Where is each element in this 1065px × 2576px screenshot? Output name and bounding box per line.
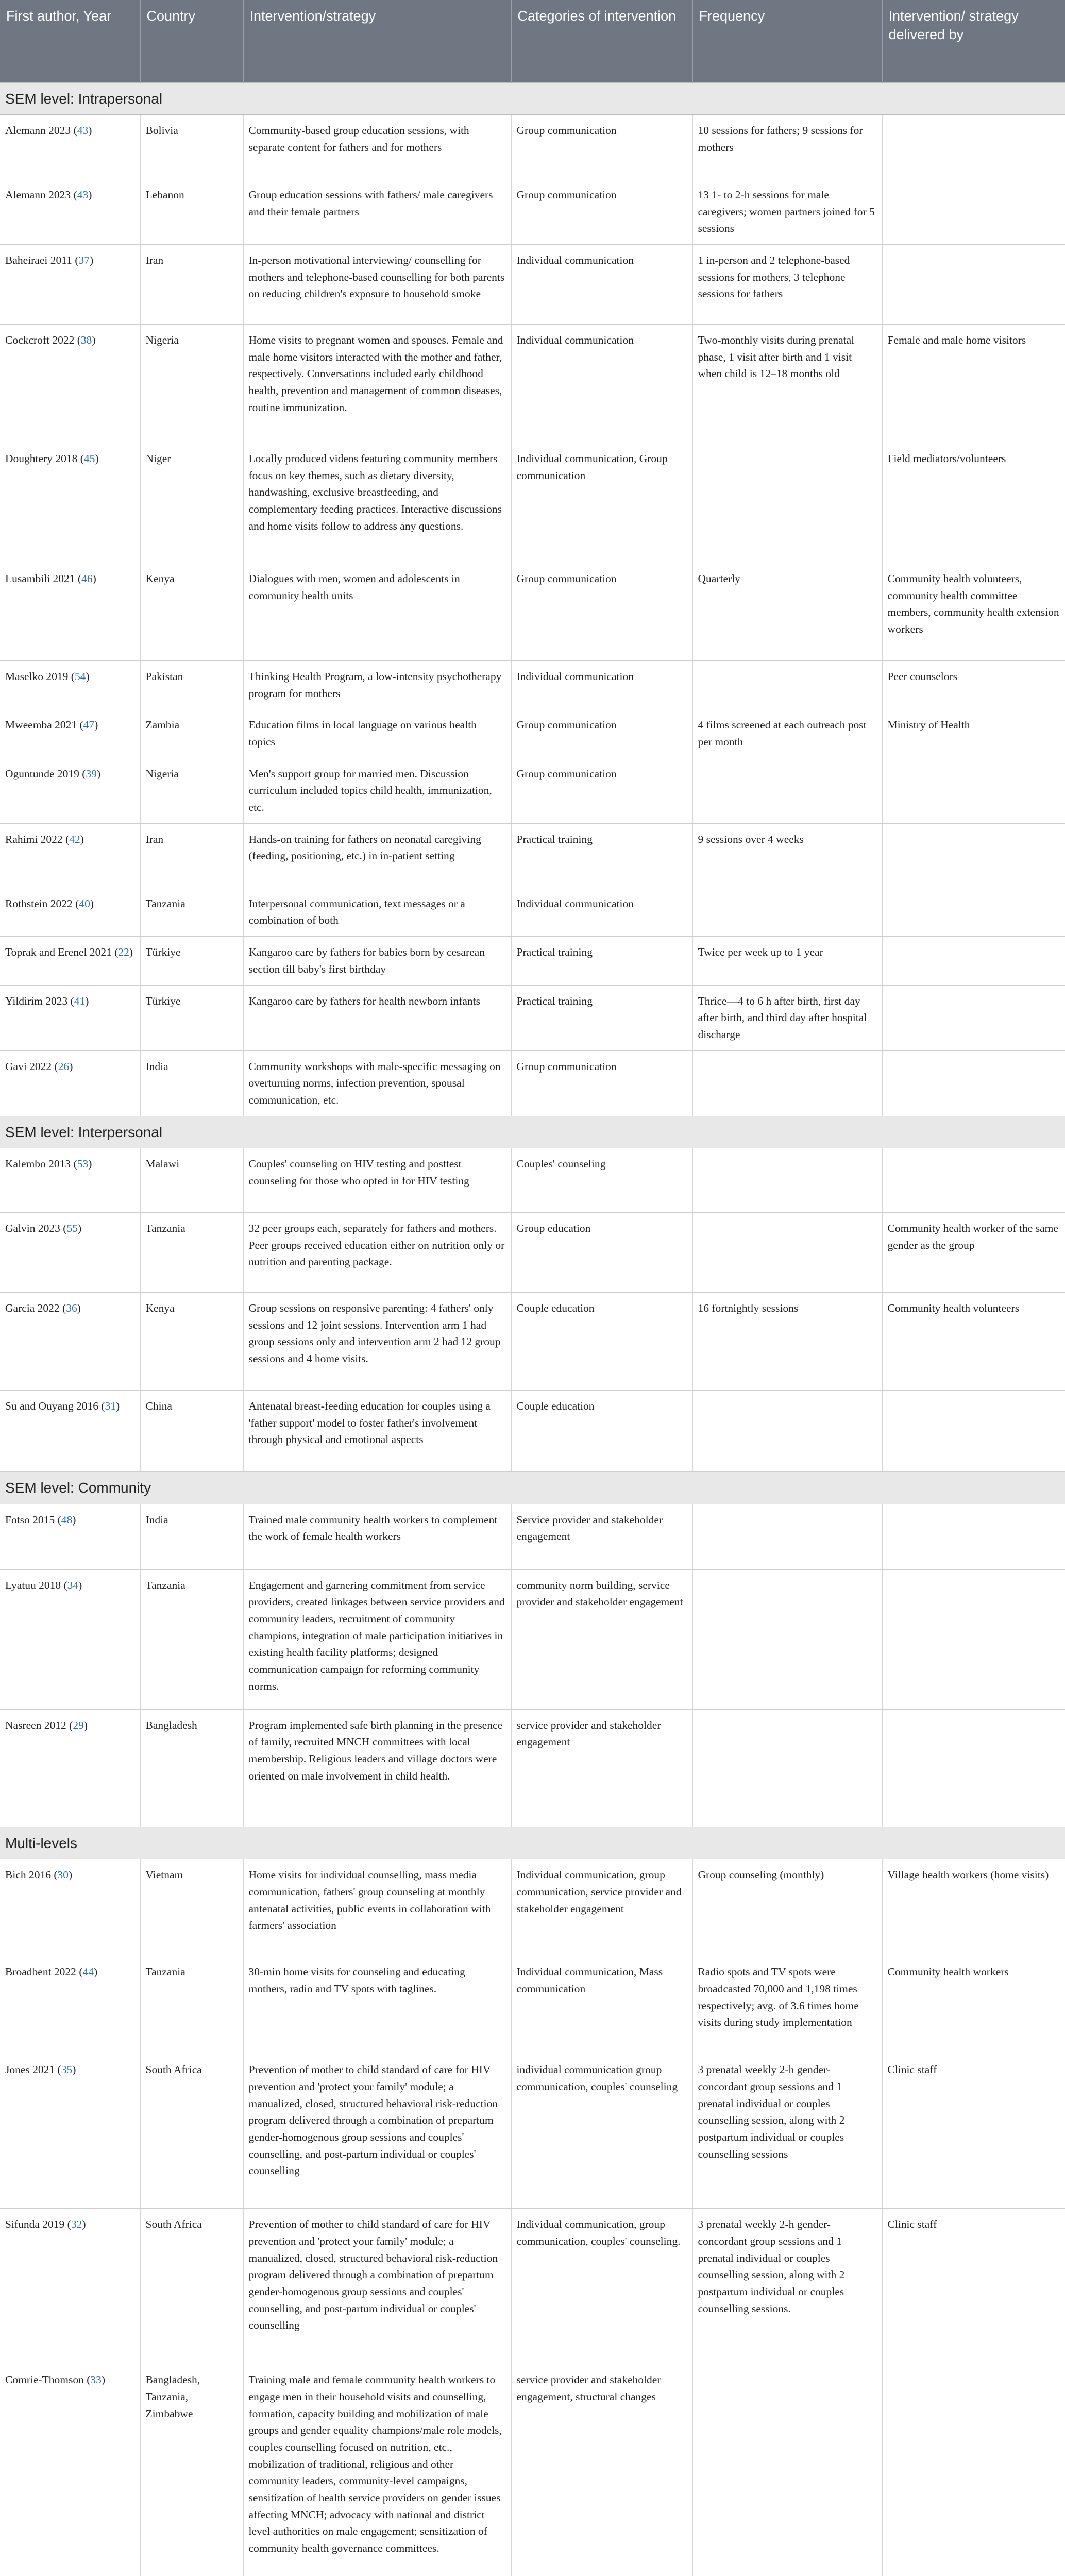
section-row xyxy=(0,82,1065,115)
cell-author: Lyatuu 2018 (34) xyxy=(0,1569,140,1709)
cell-country: Türkiye xyxy=(140,985,243,1050)
cell-delivered-by: Ministry of Health xyxy=(882,709,1065,758)
cell-intervention: Group sessions on responsive parenting: 4 fathers' only sessions and 12 joint sessions. Intervention arm 1 had group sessions only and intervention arm 2 had 12 group sessions and 4 home visits. xyxy=(243,1293,511,1391)
table-row xyxy=(0,1148,1065,1213)
author-name: Su and Ouyang 2016 xyxy=(5,1400,98,1413)
cell-country: Nigeria xyxy=(140,758,243,823)
cell-frequency: Two-monthly visits during prenatal phase, 1 visit after birth and 1 visit when child is 12–18 months old xyxy=(692,325,882,443)
cell-delivered-by: Clinic staff xyxy=(882,2054,1065,2209)
cell-country: China xyxy=(140,1391,243,1472)
reference-link[interactable]: 48 xyxy=(61,1513,73,1526)
reference-link[interactable]: 39 xyxy=(86,767,97,780)
header-delivered-by: Intervention/ strategy delivered by xyxy=(882,0,1065,82)
table-row xyxy=(0,1569,1065,1709)
table-row xyxy=(0,1709,1065,1827)
cell-category: Individual communication xyxy=(511,245,692,325)
cell-intervention: Education films in local language on various health topics xyxy=(243,709,511,758)
cell-category: Group communication xyxy=(511,758,692,823)
cell-frequency: 4 films screened at each outreach post per month xyxy=(692,709,882,758)
table-row xyxy=(0,1293,1065,1391)
cell-author: Oguntunde 2019 (39) xyxy=(0,758,140,823)
reference-link[interactable]: 36 xyxy=(66,1302,77,1315)
author-name: Maselko 2019 xyxy=(5,670,69,683)
section-title: SEM level: Community xyxy=(0,1472,1065,1504)
cell-delivered-by xyxy=(882,1709,1065,1827)
reference-link[interactable]: 32 xyxy=(71,2218,82,2231)
cell-country: Tanzania xyxy=(140,888,243,936)
header-intervention: Intervention/strategy xyxy=(243,0,511,82)
cell-category: Group communication xyxy=(511,563,692,661)
reference-link[interactable]: 46 xyxy=(81,572,93,585)
cell-country: Tanzania xyxy=(140,1213,243,1293)
cell-frequency xyxy=(692,1569,882,1709)
cell-category: individual communication group communication, couples' counseling xyxy=(511,2054,692,2209)
cell-delivered-by: Community health volunteers, community health committee members, community health extension workers xyxy=(882,563,1065,661)
reference-link[interactable]: 30 xyxy=(57,1869,69,1882)
cell-author: Kalembo 2013 (53) xyxy=(0,1148,140,1213)
cell-frequency: Twice per week up to 1 year xyxy=(692,937,882,985)
cell-frequency: 1 in-person and 2 telephone-based sessions for mothers, 3 telephone sessions for fathers xyxy=(692,245,882,325)
cell-category: Individual communication xyxy=(511,888,692,936)
table-row xyxy=(0,937,1065,985)
cell-delivered-by: Community health volunteers xyxy=(882,1293,1065,1391)
reference-link[interactable]: 43 xyxy=(77,124,89,137)
cell-intervention: Interpersonal communication, text messages or a combination of both xyxy=(243,888,511,936)
section-row xyxy=(0,1827,1065,1859)
cell-author: Rahimi 2022 (42) xyxy=(0,823,140,888)
cell-country: Kenya xyxy=(140,1293,243,1391)
cell-frequency xyxy=(692,1504,882,1569)
cell-author: Alemann 2023 (43) xyxy=(0,179,140,245)
cell-category: Individual communication xyxy=(511,325,692,443)
cell-country: South Africa xyxy=(140,2054,243,2209)
cell-author: Su and Ouyang 2016 (31) xyxy=(0,1391,140,1472)
table-row xyxy=(0,1213,1065,1293)
reference-link[interactable]: 53 xyxy=(77,1158,89,1171)
cell-frequency xyxy=(692,443,882,563)
cell-frequency: Group counseling (monthly) xyxy=(692,1859,882,1956)
cell-country: Tanzania xyxy=(140,1956,243,2054)
header-frequency: Frequency xyxy=(692,0,882,82)
reference-link[interactable]: 42 xyxy=(69,833,80,845)
author-name: Galvin 2023 xyxy=(5,1222,60,1235)
cell-intervention: Dialogues with men, women and adolescents in community health units xyxy=(243,563,511,661)
cell-intervention: Prevention of mother to child standard of care for HIV prevention and 'protect your family' module; a manualized, closed, structured behavioral risk-reduction program delivered through a combination of prepartum gender-homogenous group sessions and couples' counselling, and post-partum individual or couples' counselling xyxy=(243,2209,511,2364)
cell-category: community norm building, service provider and stakeholder engagement xyxy=(511,1569,692,1709)
table-row xyxy=(0,2209,1065,2364)
cell-country: India xyxy=(140,1504,243,1569)
cell-category: Practical training xyxy=(511,937,692,985)
cell-author: Mweemba 2021 (47) xyxy=(0,709,140,758)
table-row xyxy=(0,1504,1065,1569)
cell-frequency: 10 sessions for fathers; 9 sessions for mothers xyxy=(692,115,882,179)
cell-frequency xyxy=(692,1148,882,1213)
cell-category: service provider and stakeholder engagement xyxy=(511,1709,692,1827)
cell-author: Cockcroft 2022 (38) xyxy=(0,325,140,443)
cell-country: Bangladesh, Tanzania, Zimbabwe xyxy=(140,2364,243,2576)
cell-author: Doughtery 2018 (45) xyxy=(0,443,140,563)
author-name: Comrie-Thomson xyxy=(5,2374,84,2386)
cell-intervention: Home visits to pregnant women and spouses. Female and male home visitors interacted with the mother and father, respectively. Conversations included early childhood health, prevention and management of common diseases, routine immunization. xyxy=(243,325,511,443)
header-category: Categories of intervention xyxy=(511,0,692,82)
reference-link[interactable]: 22 xyxy=(118,946,129,959)
cell-delivered-by xyxy=(882,1148,1065,1213)
table-row xyxy=(0,325,1065,443)
author-name: Jones 2021 xyxy=(5,2063,55,2076)
cell-intervention: Men's support group for married men. Discussion curriculum included topics child health, immunization, etc. xyxy=(243,758,511,823)
reference-link[interactable]: 33 xyxy=(90,2374,102,2386)
cell-author: Yildirim 2023 (41) xyxy=(0,985,140,1050)
cell-delivered-by xyxy=(882,985,1065,1050)
author-name: Sifunda 2019 xyxy=(5,2218,65,2231)
table-row xyxy=(0,661,1065,709)
reference-link[interactable]: 38 xyxy=(80,334,92,347)
cell-author: Rothstein 2022 (40) xyxy=(0,888,140,936)
author-name: Alemann 2023 xyxy=(5,189,71,201)
cell-country: Malawi xyxy=(140,1148,243,1213)
cell-author: Maselko 2019 (54) xyxy=(0,661,140,709)
cell-category: Group education xyxy=(511,1213,692,1293)
cell-category: Group communication xyxy=(511,115,692,179)
cell-frequency xyxy=(692,1709,882,1827)
cell-frequency: Quarterly xyxy=(692,563,882,661)
cell-intervention: Hands-on training for fathers on neonatal caregiving (feeding, positioning, etc.) in in-patient setting xyxy=(243,823,511,888)
author-name: Bich 2016 xyxy=(5,1869,51,1882)
cell-country: Vietnam xyxy=(140,1859,243,1956)
author-name: Toprak and Erenel 2021 xyxy=(5,946,112,959)
cell-delivered-by xyxy=(882,2364,1065,2576)
cell-frequency xyxy=(692,661,882,709)
cell-author: Baheiraei 2011 (37) xyxy=(0,245,140,325)
cell-delivered-by: Community health worker of the same gender as the group xyxy=(882,1213,1065,1293)
reference-link[interactable]: 47 xyxy=(83,719,95,732)
author-name: Lusambili 2021 xyxy=(5,572,75,585)
cell-author: Fotso 2015 (48) xyxy=(0,1504,140,1569)
cell-intervention: Thinking Health Program, a low-intensity psychotherapy program for mothers xyxy=(243,661,511,709)
cell-category: Individual communication xyxy=(511,661,692,709)
cell-intervention: Training male and female community health workers to engage men in their household visits and counselling, formation, capacity building and mobilization of male groups and gender equality champions/male role models, couples counselling focused on nutrition, etc., mobilization of traditional, religious and other community leaders, community-level campaigns, sensitization of health service providers on gender issues affecting MNCH; advocacy with national and district level authorities on male engagement; sensitization of community health governance committees. xyxy=(243,2364,511,2576)
cell-author: Toprak and Erenel 2021 (22) xyxy=(0,937,140,985)
cell-intervention: Kangaroo care by fathers for health newborn infants xyxy=(243,985,511,1050)
table-row xyxy=(0,709,1065,758)
cell-category: Individual communication, group communication, couples' counseling. xyxy=(511,2209,692,2364)
cell-author: Broadbent 2022 (44) xyxy=(0,1956,140,2054)
cell-category: Couple education xyxy=(511,1391,692,1472)
cell-frequency: Radio spots and TV spots were broadcasted 70,000 and 1,198 times respectively; avg. of 3.6 times home visits during study implementation xyxy=(692,1956,882,2054)
cell-frequency xyxy=(692,1050,882,1116)
cell-category: service provider and stakeholder engagement, structural changes xyxy=(511,2364,692,2576)
table-row xyxy=(0,1859,1065,1956)
cell-frequency xyxy=(692,1213,882,1293)
table-row xyxy=(0,985,1065,1050)
author-name: Cockcroft 2022 xyxy=(5,334,75,347)
header-row xyxy=(0,0,1065,82)
cell-delivered-by xyxy=(882,1391,1065,1472)
cell-intervention: In-person motivational interviewing/ counselling for mothers and telephone-based counselling for both parents on reducing children's exposure to household smoke xyxy=(243,245,511,325)
author-name: Nasreen 2012 xyxy=(5,1719,66,1732)
author-name: Kalembo 2013 xyxy=(5,1158,71,1171)
reference-link[interactable]: 34 xyxy=(67,1579,79,1591)
cell-frequency: 16 fortnightly sessions xyxy=(692,1293,882,1391)
reference-link[interactable]: 29 xyxy=(73,1719,84,1732)
cell-delivered-by xyxy=(882,937,1065,985)
author-name: Mweemba 2021 xyxy=(5,719,77,732)
cell-category: Couples' counseling xyxy=(511,1148,692,1213)
cell-country: Türkiye xyxy=(140,937,243,985)
cell-frequency: 13 1- to 2-h sessions for male caregivers; women partners joined for 5 sessions xyxy=(692,179,882,245)
author-name: Gavi 2022 xyxy=(5,1060,52,1073)
table-row xyxy=(0,245,1065,325)
cell-frequency xyxy=(692,1391,882,1472)
cell-delivered-by xyxy=(882,1050,1065,1116)
cell-country: Nigeria xyxy=(140,325,243,443)
cell-delivered-by xyxy=(882,888,1065,936)
cell-author: Gavi 2022 (26) xyxy=(0,1050,140,1116)
cell-delivered-by: Clinic staff xyxy=(882,2209,1065,2364)
table-row xyxy=(0,563,1065,661)
author-name: Oguntunde 2019 xyxy=(5,767,79,780)
cell-intervention: Couples' counseling on HIV testing and posttest counseling for those who opted in for HIV testing xyxy=(243,1148,511,1213)
author-name: Broadbent 2022 xyxy=(5,1965,76,1978)
cell-intervention: Antenatal breast-feeding education for couples using a 'father support' model to foster father's involvement through physical and emotional aspects xyxy=(243,1391,511,1472)
cell-category: Group communication xyxy=(511,179,692,245)
cell-country: Tanzania xyxy=(140,1569,243,1709)
cell-country: Bangladesh xyxy=(140,1709,243,1827)
reference-link[interactable]: 45 xyxy=(83,452,95,465)
section-row xyxy=(0,1116,1065,1148)
cell-author: Comrie-Thomson (33) xyxy=(0,2364,140,2576)
cell-frequency: 9 sessions over 4 weeks xyxy=(692,823,882,888)
cell-delivered-by: Community health workers xyxy=(882,1956,1065,2054)
reference-link[interactable]: 35 xyxy=(61,2063,73,2076)
cell-country: South Africa xyxy=(140,2209,243,2364)
cell-category: Individual communication, group communication, service provider and stakeholder engagement xyxy=(511,1859,692,1956)
cell-country: India xyxy=(140,1050,243,1116)
table-row xyxy=(0,888,1065,936)
cell-category: Couple education xyxy=(511,1293,692,1391)
table-row xyxy=(0,2364,1065,2576)
cell-category: Group communication xyxy=(511,1050,692,1116)
cell-intervention: 30-min home visits for counseling and educating mothers, radio and TV spots with taglines. xyxy=(243,1956,511,2054)
cell-delivered-by: Village health workers (home visits) xyxy=(882,1859,1065,1956)
cell-category: Group communication xyxy=(511,709,692,758)
table-row xyxy=(0,758,1065,823)
cell-frequency xyxy=(692,888,882,936)
table-row xyxy=(0,179,1065,245)
cell-category: Practical training xyxy=(511,985,692,1050)
reference-link[interactable]: 55 xyxy=(66,1222,78,1235)
section-title: SEM level: Interpersonal xyxy=(0,1116,1065,1148)
cell-delivered-by: Female and male home visitors xyxy=(882,325,1065,443)
author-name: Lyatuu 2018 xyxy=(5,1579,61,1591)
cell-country: Zambia xyxy=(140,709,243,758)
cell-intervention: Engagement and garnering commitment from service providers, created linkages between service providers and community leaders, recruitment of community champions, integration of male participation initiatives in existing health facility platforms; designed communication campaign for reforming community norms. xyxy=(243,1569,511,1709)
header-author: First author, Year xyxy=(0,0,140,82)
cell-frequency xyxy=(692,2364,882,2576)
cell-intervention: Prevention of mother to child standard of care for HIV prevention and 'protect your family' module; a manualized, closed, structured behavioral risk-reduction program delivered through a combination of prepartum gender-homogenous group sessions and couples' counselling, and post-partum individual or couples' counselling xyxy=(243,2054,511,2209)
cell-delivered-by xyxy=(882,823,1065,888)
section-row xyxy=(0,1472,1065,1504)
cell-delivered-by xyxy=(882,758,1065,823)
author-name: Garcia 2022 xyxy=(5,1302,60,1315)
cell-country: Lebanon xyxy=(140,179,243,245)
author-name: Doughtery 2018 xyxy=(5,452,78,465)
cell-delivered-by: Peer counselors xyxy=(882,661,1065,709)
cell-frequency: 3 prenatal weekly 2-h gender-concordant group sessions and 1 prenatal individual or couples counselling session, along with 2 postpartum individual or couples counselling sessions. xyxy=(692,2209,882,2364)
cell-category: Individual communication, Mass communication xyxy=(511,1956,692,2054)
cell-author: Bich 2016 (30) xyxy=(0,1859,140,1956)
cell-delivered-by: Field mediators/volunteers xyxy=(882,443,1065,563)
author-name: Alemann 2023 xyxy=(5,124,71,137)
table-row xyxy=(0,1050,1065,1116)
cell-intervention: Locally produced videos featuring community members focus on key themes, such as dietary diversity, handwashing, exclusive breastfeeding, and complementary feeding practices. Interactive discussions and home visits follow to address any questions. xyxy=(243,443,511,563)
cell-country: Niger xyxy=(140,443,243,563)
author-name: Rahimi 2022 xyxy=(5,833,63,845)
cell-author: Galvin 2023 (55) xyxy=(0,1213,140,1293)
cell-intervention: Program implemented safe birth planning in the presence of family, recruited MNCH committees with local membership. Religious leaders and village doctors were oriented on male involvement in child health. xyxy=(243,1709,511,1827)
reference-link[interactable]: 37 xyxy=(78,254,90,267)
author-name: Yildirim 2023 xyxy=(5,994,68,1007)
cell-author: Alemann 2023 (43) xyxy=(0,115,140,179)
cell-author: Nasreen 2012 (29) xyxy=(0,1709,140,1827)
section-title: Multi-levels xyxy=(0,1827,1065,1859)
cell-intervention: Community-based group education sessions, with separate content for fathers and for mothers xyxy=(243,115,511,179)
table-row xyxy=(0,2054,1065,2209)
author-name: Rothstein 2022 xyxy=(5,897,73,910)
cell-delivered-by xyxy=(882,179,1065,245)
table-row xyxy=(0,443,1065,563)
table-row xyxy=(0,823,1065,888)
reference-link[interactable]: 26 xyxy=(58,1060,70,1073)
cell-frequency: 3 prenatal weekly 2-h gender-concordant group sessions and 1 prenatal individual or couples counselling session, along with 2 postpartum individual or couples counselling sessions xyxy=(692,2054,882,2209)
table-row xyxy=(0,1391,1065,1472)
cell-intervention: Home visits for individual counselling, mass media communication, fathers' group counseling at monthly antenatal activities, public events in collaboration with farmers' association xyxy=(243,1859,511,1956)
reference-link[interactable]: 41 xyxy=(74,994,86,1007)
header-country: Country xyxy=(140,0,243,82)
cell-delivered-by xyxy=(882,115,1065,179)
cell-country: Kenya xyxy=(140,563,243,661)
cell-category: Service provider and stakeholder engagement xyxy=(511,1504,692,1569)
reference-link[interactable]: 31 xyxy=(105,1400,116,1413)
cell-frequency: Thrice—4 to 6 h after birth, first day after birth, and third day after hospital discharge xyxy=(692,985,882,1050)
cell-author: Jones 2021 (35) xyxy=(0,2054,140,2209)
author-name: Baheiraei 2011 xyxy=(5,254,72,267)
cell-frequency xyxy=(692,758,882,823)
cell-category: Practical training xyxy=(511,823,692,888)
cell-category: Individual communication, Group communication xyxy=(511,443,692,563)
cell-delivered-by xyxy=(882,1569,1065,1709)
table-row xyxy=(0,115,1065,179)
cell-intervention: Community workshops with male-specific messaging on overturning norms, infection prevention, spousal communication, etc. xyxy=(243,1050,511,1116)
cell-intervention: Kangaroo care by fathers for babies born by cesarean section till baby's first birthday xyxy=(243,937,511,985)
cell-author: Sifunda 2019 (32) xyxy=(0,2209,140,2364)
cell-delivered-by xyxy=(882,1504,1065,1569)
cell-intervention: Trained male community health workers to complement the work of female health workers xyxy=(243,1504,511,1569)
cell-country: Pakistan xyxy=(140,661,243,709)
cell-author: Garcia 2022 (36) xyxy=(0,1293,140,1391)
cell-country: Iran xyxy=(140,823,243,888)
reference-link[interactable]: 40 xyxy=(79,897,90,910)
section-title: SEM level: Intrapersonal xyxy=(0,82,1065,115)
cell-country: Bolivia xyxy=(140,115,243,179)
reference-link[interactable]: 43 xyxy=(77,189,89,201)
table-row xyxy=(0,1956,1065,2054)
cell-delivered-by xyxy=(882,245,1065,325)
cell-author: Lusambili 2021 (46) xyxy=(0,563,140,661)
author-name: Fotso 2015 xyxy=(5,1513,55,1526)
reference-link[interactable]: 54 xyxy=(74,670,86,683)
reference-link[interactable]: 44 xyxy=(82,1965,94,1978)
cell-intervention: 32 peer groups each, separately for fathers and mothers. Peer groups received education either on nutrition only or nutrition and parenting package. xyxy=(243,1213,511,1293)
cell-intervention: Group education sessions with fathers/ male caregivers and their female partners xyxy=(243,179,511,245)
cell-country: Iran xyxy=(140,245,243,325)
